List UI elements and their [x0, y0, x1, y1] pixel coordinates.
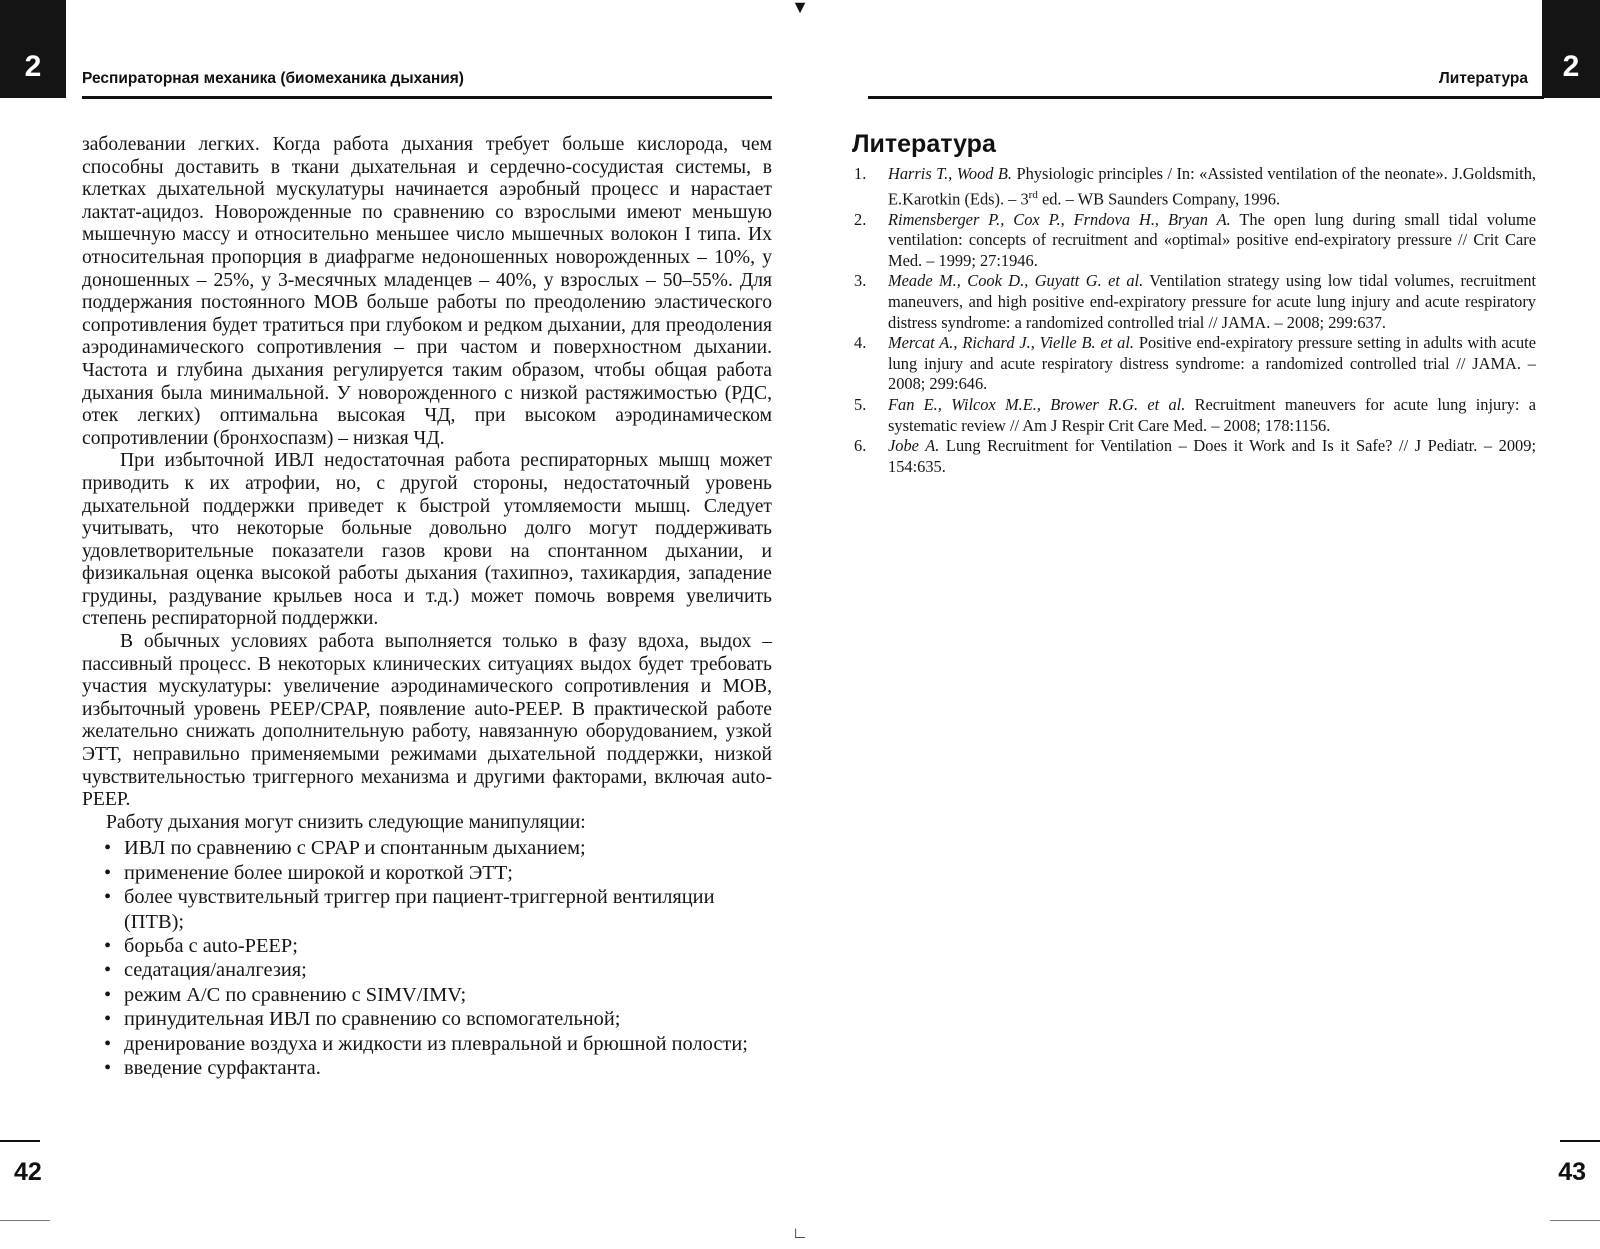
reference-number: 2. [854, 209, 867, 229]
list-item-text: применение более широкой и короткой ЭТТ; [124, 861, 513, 884]
list-item-text: более чувствительный триггер при пациент-триггерной вентиляции (ПТВ); [124, 886, 715, 933]
reference-text: Positive end-expiratory pressure setting in adults with acute lung injury and acute respiratory distress syndrome: a randomized controlled trial // JAMA. – 2008; 299:646. [888, 333, 1536, 394]
paragraph: заболевании легких. Когда работа дыхания требует больше кислорода, чем способны доставить в ткани дыхательная и сердечно-сосудистая системы, в клетках дыхательной мускулатуры начинается аэробный процесс и нарастает лактат-ацидоз. Новорожденные по сравнению со взрослыми имеют меньшую мышечную массу и относительно меньшее число мышечных волокон I типа. Их относительная пропорция в диафрагме недоношенных новорожденных – 10%, у доношенных – 25%, у 3-месячных младенцев – 40%, у взрослых – 50–55%. Для поддержания постоянного МОВ больше работы по преодолению эластического сопротивления будет тратиться при глубоком и редком дыхании, для преодоления аэродинамического сопротивления – при частом и поверхностном дыхании. Частота и глубина дыхания регулируется таким образом, чтобы общая работа дыхания была минимальной. У новорожденного с низкой растяжимостью (РДС, отек легких) оптимальна высокая ЧД, при высоком аэродинамическом сопротивлении (бронхоспазм) – низкая ЧД. [82, 134, 772, 449]
list-item [82, 934, 772, 958]
list-item-text: дренирование воздуха и жидкости из плевральной и брюшной полости; [124, 1032, 748, 1055]
header-rule [82, 96, 772, 99]
bullet-icon: • [104, 837, 112, 860]
reference-item [852, 210, 1536, 272]
list-item [82, 885, 772, 934]
reference-item [852, 436, 1536, 477]
list-item-text: режим A/C по сравнению с SIMV/IMV; [124, 983, 467, 1006]
reference-number: 1. [854, 164, 867, 183]
reference-text: The open lung during small tidal volume ventilation: concepts of recruitment and «optimal» positive end-expiratory pressure // Crit Care Med. – 1999; 27:1946. [888, 209, 1536, 270]
chapter-tab: 2 [1542, 0, 1600, 98]
reference-authors: Mercat A., Richard J., Vielle B. et al. [888, 333, 1134, 353]
page-number: 42 [14, 1158, 42, 1186]
reference-text: Recruitment maneuvers for acute lung injury: a systematic review // Am J Respir Crit Care Med. – 2008; 178:1156. [888, 395, 1536, 435]
list-item [82, 1056, 772, 1080]
bullet-icon: • [104, 983, 112, 1006]
bullet-list [82, 836, 772, 1080]
reference-item [852, 333, 1536, 395]
bullet-icon: • [104, 1032, 112, 1055]
reference-authors: Fan E., Wilcox M.E., Brower R.G. et al. [888, 395, 1186, 414]
reference-number: 3. [854, 271, 867, 291]
reference-authors: Meade M., Cook D., Guyatt G. et al. [888, 271, 1144, 291]
reference-authors: Rimensberger P., Cox P., Frndova H., Bryan A. [888, 209, 1231, 229]
footer-rule-lower [1550, 1220, 1600, 1221]
chapter-tab: 2 [0, 0, 66, 98]
paragraph: В обычных условиях работа выполняется только в фазу вдоха, выдох – пассивный процесс. В некоторых клинических ситуациях выдох будет требовать участия мускулатуры: увеличение аэродинамического сопротивления и МОВ, избыточный уровень PEEP/CPAP, появление auto-PEEP. В практической работе желательно снижать дополнительную работу, навязанную оборудованием, узкой ЭТТ, неправильно применяемыми режимами дыхательной поддержки, низкой чувствительностью триггерного механизма и другими факторами, включая auto-PEEP. [82, 631, 772, 811]
list-item-text: борьба с auto-PEEP; [124, 935, 298, 958]
reference-text-tail: ed. – WB Saunders Company, 1996. [1037, 189, 1281, 209]
list-item-text: ИВЛ по сравнению с CPAP и спонтанным дыханием; [124, 837, 586, 860]
list-item [82, 836, 772, 860]
body-text [82, 134, 772, 1080]
fold-mark-icon: ▼ [791, 0, 809, 17]
section-title: Литература [852, 130, 996, 158]
list-item-text: седатация/аналгезия; [124, 959, 307, 982]
reference-item [852, 271, 1536, 333]
list-item-text: введение сурфактанта. [124, 1057, 321, 1080]
bullet-icon: • [104, 935, 112, 958]
list-intro: Работу дыхания могут снизить следующие манипуляции: [106, 811, 586, 833]
reference-text: Lung Recruitment for Ventilation – Does it Work and Is it Safe? // J Pediatr. – 2009; 154:635. [888, 436, 1536, 476]
reference-authors: Jobe A. [888, 436, 940, 456]
paragraph: При избыточной ИВЛ недостаточная работа респираторных мышц может приводить к их атрофии, но, с другой стороны, недостаточный уровень дыхательной поддержки приведет к быстрой утомляемости мышц. Следует учитывать, что некоторые больные довольно долго могут поддерживать удовлетворительные показатели газов крови на спонтанном дыхании, и физикальная оценка высокой работы дыхания (тахипноэ, тахикардия, западение грудины, раздувание крыльев носа и т.д.) может помочь вовремя увеличить степень респираторной поддержки. [82, 450, 772, 630]
reference-number: 4. [854, 333, 867, 353]
list-item-text: принудительная ИВЛ по сравнению со вспомогательной; [124, 1008, 621, 1031]
list-item [82, 983, 772, 1007]
running-head: Респираторная механика (биомеханика дыхания) [82, 70, 464, 87]
reference-item [852, 164, 1536, 210]
reference-authors: Harris T., Wood B. [888, 164, 1013, 183]
bullet-icon: • [104, 959, 112, 982]
bullet-icon: • [104, 886, 112, 909]
running-head: Литература [1438, 70, 1528, 87]
crop-mark-icon: ∟ [792, 1225, 808, 1242]
bullet-icon: • [104, 861, 112, 884]
footer-rule [0, 1140, 40, 1142]
reference-number: 6. [854, 436, 867, 456]
footer-rule-lower [0, 1220, 50, 1221]
reference-sup: rd [1028, 188, 1038, 201]
list-item [82, 958, 772, 982]
bullet-icon: • [104, 1057, 112, 1080]
reference-number: 5. [854, 395, 867, 414]
reference-text: Physiologic principles / In: «Assisted ventilation of the neonate». J.Goldsmith, E.Karotkin (Eds). – 3 [888, 164, 1536, 209]
list-item [82, 861, 772, 885]
reference-text: Ventilation strategy using low tidal volumes, recruitment maneuvers, and high positive end-expiratory pressure for acute lung injury and acute respiratory distress syndrome: a randomized controlled trial // JAMA. – 2008; 299:637. [888, 271, 1536, 332]
header-rule [868, 96, 1544, 99]
reference-item [852, 395, 1536, 436]
bullet-icon: • [104, 1008, 112, 1031]
page-number: 43 [1558, 1158, 1586, 1186]
footer-rule [1560, 1140, 1600, 1142]
list-item [82, 1007, 772, 1031]
list-item [82, 1032, 772, 1056]
reference-list [852, 164, 1536, 477]
